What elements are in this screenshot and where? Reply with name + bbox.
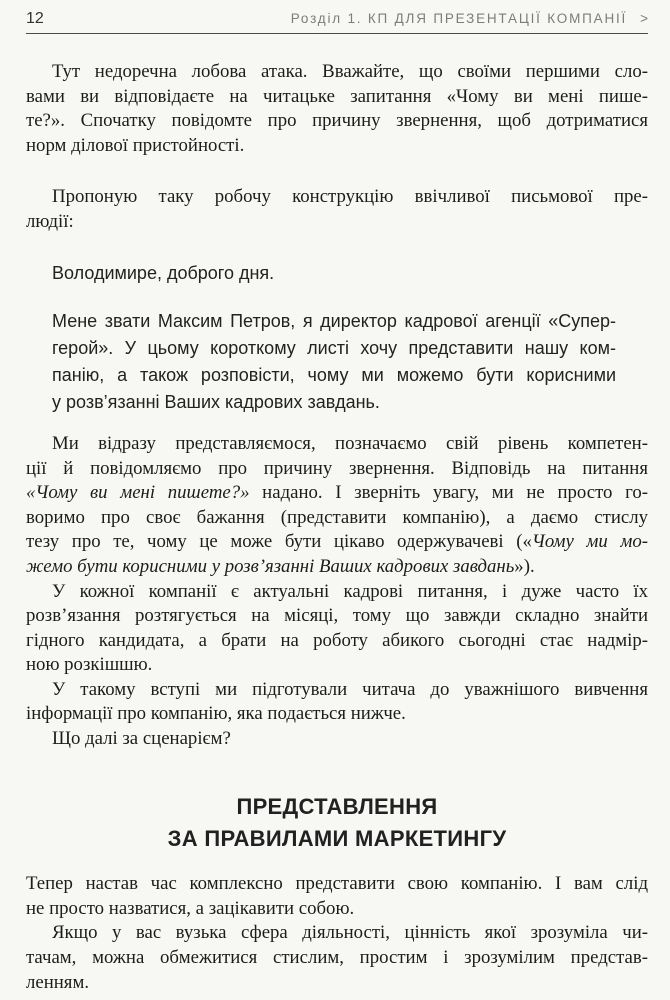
text-line: Якщо у вас вузька сфера діяльності, цінність якої зрозуміла чи- <box>52 922 648 944</box>
text-line: Мене звати Максим Петров, я директор кадрової агенції «Супер- <box>52 311 616 332</box>
text-line: Тепер настав час комплексно представити свою компанію. І вам слід <box>26 873 648 895</box>
text-line: людії: <box>26 210 74 232</box>
text-line: Тут недоречна лобова атака. Вважайте, що своїми першими сло- <box>52 61 648 82</box>
section-heading <box>26 791 648 855</box>
running-head-title <box>291 11 648 26</box>
text-line: ції й повідомляємо про причину звернення. Відповідь на питання <box>26 457 648 479</box>
text-line: тачам, можна обмежитися стислим, простим і зрозумілим представ- <box>26 947 648 969</box>
chapter-title: Розділ 1. КП ДЛЯ ПРЕЗЕНТАЦІЇ КОМПАНІЇ <box>290 11 628 26</box>
letter-example <box>52 308 616 416</box>
text-line: те?». Спочатку повідомте про причину звернення, щоб дотриматися <box>26 110 648 132</box>
heading-line: ЗА ПРАВИЛАМИ МАРКЕТИНГУ <box>167 826 507 852</box>
letter-greeting <box>52 260 616 287</box>
text-line: у розв’язанні Ваших кадрових завдань. <box>52 392 380 413</box>
text-line: Що далі за сценарієм? <box>52 727 231 749</box>
text-line: У кожної компанії є актуальні кадрові питання, і дуже часто їх <box>52 580 648 602</box>
text-segment: »). <box>514 556 535 578</box>
italic-quote: жемо бути корисними у розв’язанні Ваших кадрових завдань <box>26 556 515 578</box>
analysis-section <box>26 432 648 751</box>
chevron-right-icon: > <box>640 11 648 26</box>
header-rule <box>26 33 648 34</box>
text-line: воримо про своє бажання (представити компанію), а даємо стислу <box>26 506 648 528</box>
paragraph-question <box>26 727 648 752</box>
paragraph-hr-problems <box>26 580 648 678</box>
text-line: норм ділової пристойності. <box>26 134 245 156</box>
text-line <box>26 555 648 580</box>
text-line: гідного кандидата, а брати на роботу абикого сьогодні стає надмір- <box>26 629 648 651</box>
paragraph-proposal <box>26 185 648 234</box>
text-line: інформації про компанію, яка подається нижче. <box>26 703 406 725</box>
running-header <box>0 0 670 28</box>
text-line: вами ви відповідаєте на читацьке запитання «Чому ви мені пише- <box>26 85 648 107</box>
page-body <box>26 60 648 995</box>
text-line: ленням. <box>26 971 90 993</box>
text-line: Пропоную таку робочу конструкцію ввічливої письмової пре- <box>52 186 648 208</box>
page-number: 12 <box>26 10 44 27</box>
paragraph-present-company <box>26 872 648 921</box>
paragraph-intro <box>26 60 648 158</box>
text-line: не просто назватися, а зацікавити собою. <box>26 897 355 919</box>
text-line <box>26 530 648 555</box>
text-line: У такому вступі ми підготували читача до уважнішого вивчення <box>52 678 648 700</box>
text-line: Володимире, доброго дня. <box>52 263 275 284</box>
text-segment: надано. І зверніть увагу, ми не просто го- <box>249 482 648 504</box>
text-segment: тезу про те, чому це може бути цікаво одержувачеві (« <box>26 531 532 553</box>
text-line: герой». У цьому короткому листі хочу представити нашу ком- <box>52 338 616 359</box>
heading-line: ПРЕДСТАВЛЕННЯ <box>236 794 438 820</box>
text-line: розв’язання розтягується на місяці, тому що завжди складно знайти <box>26 605 648 627</box>
text-line: Ми відразу представляємося, позначаємо свій рівень компетен- <box>52 433 648 455</box>
italic-quote: «Чому ви мені пишете?» <box>26 482 250 504</box>
marketing-section <box>26 872 648 995</box>
paragraph-narrow-sphere <box>26 921 648 995</box>
italic-quote: Чому ми мо- <box>531 531 648 553</box>
paragraph-conclusion <box>26 678 648 727</box>
text-line <box>26 481 648 506</box>
text-line: ною розкішшю. <box>26 654 153 676</box>
paragraph-analysis <box>26 432 648 579</box>
text-line: панію, а також розповісти, чому ми можемо бути корисними <box>52 365 616 386</box>
